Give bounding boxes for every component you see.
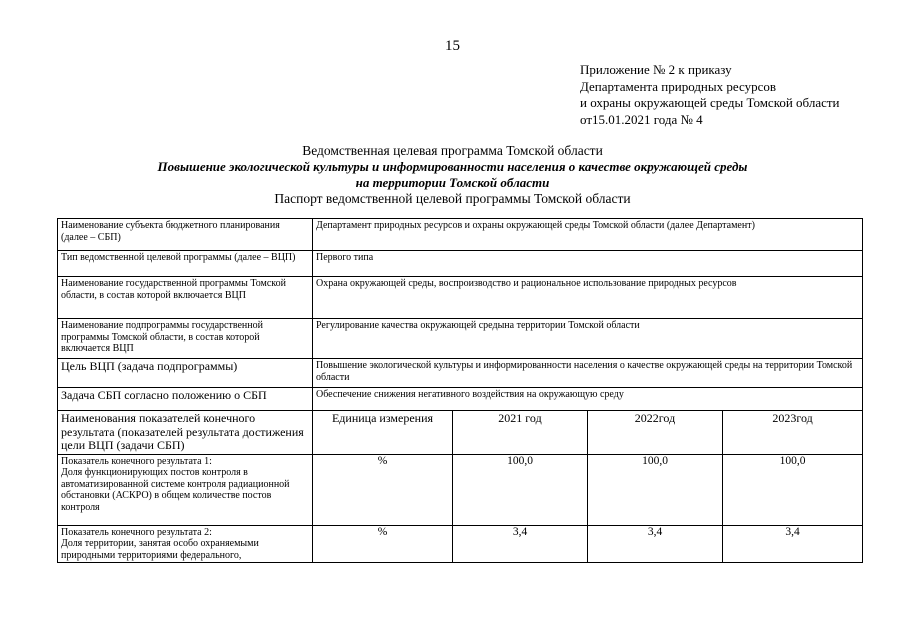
indicator-2022: 3,4 xyxy=(588,525,723,563)
program-title: Ведомственная целевая программа Томской области xyxy=(302,143,603,158)
row-value: Обеспечение снижения негативного воздействия на окружающую среду xyxy=(313,388,863,411)
row-value: Первого типа xyxy=(313,251,863,277)
row-label: Наименование субъекта бюджетного планирования (далее – СБП) xyxy=(58,219,313,251)
program-name-line1: Повышение экологической культуры и информированности населения о качестве окружающей среды xyxy=(157,159,748,174)
row-label: Наименование государственной программы Томской области, в состав которой включается ВЦП xyxy=(58,277,313,319)
table-row xyxy=(58,319,863,359)
year-2022-header: 2022год xyxy=(588,411,723,455)
table-row xyxy=(58,359,863,388)
unit-header: Единица измерения xyxy=(313,411,453,455)
passport-title: Паспорт ведомственной целевой программы Томской области xyxy=(274,191,631,206)
indicator-2021: 100,0 xyxy=(453,454,588,525)
year-2023-header: 2023год xyxy=(723,411,863,455)
indicator-name: Показатель конечного результата 1: Доля функционирующих постов контроля в автоматизированной системе контроля радиационной обстановки (АСКРО) в общем количестве постов контроля xyxy=(58,454,313,525)
indicator-unit: % xyxy=(313,454,453,525)
document-title xyxy=(0,143,905,207)
indicator-2023: 100,0 xyxy=(723,454,863,525)
row-label: Наименование подпрограммы государственной программы Томской области, в состав которой включается ВЦП xyxy=(58,319,313,359)
appendix-line: Приложение № 2 к приказу xyxy=(580,62,732,77)
indicator-unit: % xyxy=(313,525,453,563)
appendix-line: от15.01.2021 года № 4 xyxy=(580,111,703,127)
indicator-2022: 100,0 xyxy=(588,454,723,525)
page-number: 15 xyxy=(445,38,460,54)
row-label: Цель ВЦП (задача подпрограммы) xyxy=(58,359,313,388)
appendix-header xyxy=(580,62,840,128)
indicator-row xyxy=(58,454,863,525)
row-value: Охрана окружающей среды, воспроизводство и рациональное использование природных ресурсов xyxy=(313,277,863,319)
table-row xyxy=(58,219,863,251)
indicators-header-label: Наименования показателей конечного результата (показателей результата достижения цели ВЦП (задачи СБП) xyxy=(58,411,313,455)
table-row xyxy=(58,388,863,411)
indicator-row xyxy=(58,525,863,563)
indicator-2023: 3,4 xyxy=(723,525,863,563)
program-name-line2: на территории Томской области xyxy=(355,175,550,190)
row-value: Повышение экологической культуры и информированности населения о качестве окружающей среды на территории Томской области xyxy=(313,359,863,388)
indicator-name: Показатель конечного результата 2: Доля территории, занятая особо охраняемыми природными территориями федерального, xyxy=(58,525,313,563)
row-label: Тип ведомственной целевой программы (далее – ВЦП) xyxy=(58,251,313,277)
row-value: Департамент природных ресурсов и охраны окружающей среды Томской области (далее Департамент) xyxy=(313,219,863,251)
year-2021-header: 2021 год xyxy=(453,411,588,455)
table-row xyxy=(58,277,863,319)
row-value: Регулирование качества окружающей средына территории Томской области xyxy=(313,319,863,359)
table-row xyxy=(58,251,863,277)
passport-table xyxy=(57,218,863,563)
indicators-header-row xyxy=(58,411,863,455)
appendix-line: и охраны окружающей среды Томской области xyxy=(580,95,840,110)
appendix-line: Департамента природных ресурсов xyxy=(580,78,776,94)
row-label: Задача СБП согласно положению о СБП xyxy=(58,388,313,411)
indicator-2021: 3,4 xyxy=(453,525,588,563)
